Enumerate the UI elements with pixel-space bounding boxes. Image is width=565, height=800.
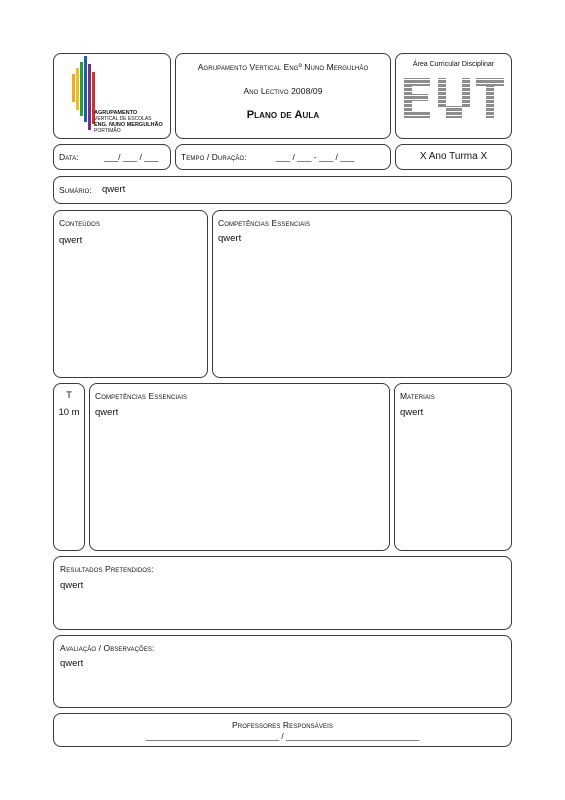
teachers-box — [53, 713, 512, 747]
time-column-value[interactable]: 10 m — [58, 407, 80, 418]
competences-label-2: Competências Essenciais — [95, 391, 188, 401]
contents-label: Conteúdos — [59, 218, 101, 228]
results-label: Resultados Pretendidos: — [60, 564, 154, 574]
competences-box-1 — [212, 210, 512, 378]
summary-value[interactable]: qwert — [102, 184, 126, 195]
contents-box — [53, 210, 208, 378]
time-box — [175, 144, 391, 170]
logo-bar — [80, 62, 83, 116]
logo-bar — [84, 56, 87, 122]
logo-box — [53, 53, 171, 139]
school-year: Ano Lectivo 2008/09 — [243, 86, 323, 96]
results-value[interactable]: qwert — [60, 580, 84, 591]
header-title-box — [175, 53, 391, 139]
evaluation-box — [53, 635, 512, 708]
date-field[interactable]: ___/ ___ / ___ — [104, 152, 159, 162]
time-label: Tempo / Duração: — [181, 152, 247, 162]
subject-area-box — [395, 53, 512, 139]
competences-label-1: Competências Essenciais — [218, 218, 311, 228]
logo-text-1: AGRUPAMENTO — [94, 110, 138, 116]
time-column-box — [53, 383, 85, 551]
competences-value-1[interactable]: qwert — [218, 233, 242, 244]
materials-value[interactable]: qwert — [400, 407, 424, 418]
time-field[interactable]: ___ / ___ - ___ / ___ — [276, 152, 355, 162]
logo-bar — [88, 64, 91, 130]
class-box — [395, 144, 512, 170]
logo-bar — [76, 68, 79, 110]
materials-label: Materiais — [400, 391, 435, 401]
logo-bar — [72, 74, 75, 102]
contents-value[interactable]: qwert — [59, 235, 83, 246]
school-name: Agrupamento Vertical Engº Nuno Mergulhão — [197, 62, 369, 72]
class-text[interactable]: X Ano Turma X — [419, 151, 488, 162]
subject-code-graphic — [396, 76, 511, 126]
evaluation-value[interactable]: qwert — [60, 658, 84, 669]
competences-box-2 — [89, 383, 390, 551]
summary-label: Sumário: — [59, 185, 92, 195]
materials-box — [394, 383, 512, 551]
logo-text-3: ENG. NUNO MERGULHÃO — [94, 122, 163, 128]
teachers-signature-line[interactable]: ______________________________ / ______________________________ — [145, 732, 420, 741]
page-title: Plano de Aula — [246, 109, 320, 121]
summary-box — [53, 176, 512, 204]
competences-value-2[interactable]: qwert — [95, 407, 119, 418]
date-label: Data: — [59, 152, 79, 162]
date-box — [53, 144, 171, 170]
logo-text-2: VERTICAL DE ESCOLAS — [94, 116, 152, 122]
area-label: Área Curricular Disciplinar — [412, 61, 495, 68]
time-column-label: T — [66, 390, 72, 401]
teachers-label: Professores Responsáveis — [232, 720, 333, 730]
evaluation-label: Avaliação / Observações: — [60, 643, 155, 653]
results-box — [53, 556, 512, 630]
logo-text-4: PORTIMÃO — [94, 128, 121, 134]
